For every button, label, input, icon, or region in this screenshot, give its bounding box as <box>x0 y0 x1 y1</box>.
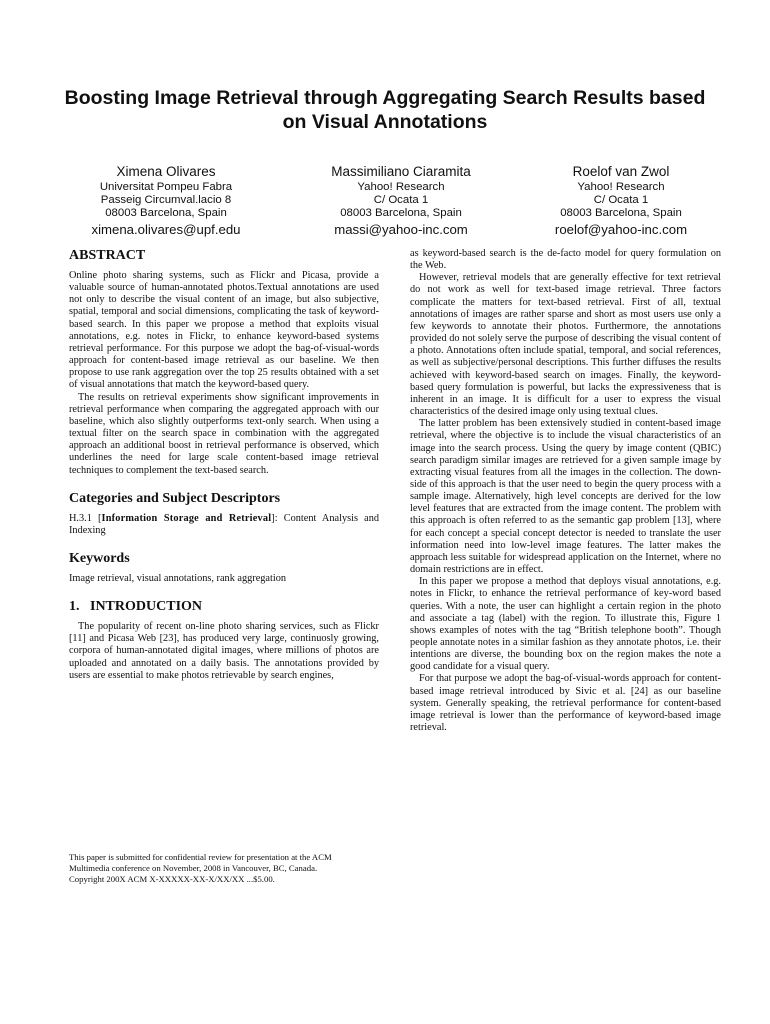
introduction-heading: 1. INTRODUCTION <box>69 599 203 615</box>
author-city: 08003 Barcelona, Spain <box>560 207 682 220</box>
author-block <box>66 164 706 238</box>
author-affiliation: Yahoo! Research <box>357 181 445 193</box>
right-column <box>410 248 721 734</box>
keywords-heading: Keywords <box>69 550 130 566</box>
abstract-heading: ABSTRACT <box>69 248 146 263</box>
copyright-footnote <box>69 852 389 885</box>
author-city: 08003 Barcelona, Spain <box>105 207 227 220</box>
footnote-line: Copyright 200X ACM X-XXXXX-XX-X/XX/XX ...$5.00. <box>69 874 275 884</box>
left-column <box>69 248 379 682</box>
footnote-line: This paper is submitted for confidential review for presentation at the ACM <box>69 852 332 862</box>
author-email: ximena.olivares@upf.edu <box>91 221 241 237</box>
categories-text <box>69 513 379 537</box>
body-paragraph: For that purpose we adopt the bag-of-visual-words approach for content-based image retrieval introduced by Sivic et al. [24] as our baseline system. Generally speaking, the retrieval performance for content-based image retrieval is lower than the performance of keyword-based image retrieval. <box>410 673 721 734</box>
author-affiliation: Yahoo! Research <box>577 181 665 193</box>
abstract-paragraph: The results on retrieval experiments show significant improvements in retrieval performance when comparing the aggregated approach with our baseline, which also slightly outperforms text-only search. When using a textual filter on the search space in combination with the aggregated approach an additional boost in retrieval performance is observed, which underlines the need for large scale content-based image retrieval techniques to complement the text-based search. <box>69 391 379 476</box>
author-1 <box>66 164 266 238</box>
author-email: roelof@yahoo-inc.com <box>554 221 688 237</box>
footnote-line: Multimedia conference on November, 2008 in Vancouver, BC, Canada. <box>69 863 318 873</box>
body-paragraph: In this paper we propose a method that deploys visual annotations, e.g. notes in Flickr, to enhance the retrieval performance of key-word based queries. With a note, the user can highlight a certain region in the photo and associate a tag (label) with the region. To illustrate this, Figure 1 shows examples of notes with the tag “British telephone booth”. Though people annotate notes in a similar fashion as they annotate photos, i.e. their intentions are diverse, the bounding box on the region makes the note a good candidate for a visual query. <box>410 576 721 673</box>
categories-heading: Categories and Subject Descriptors <box>69 490 281 506</box>
abstract-paragraph: Online photo sharing systems, such as Flickr and Picasa, provide a valuable source of human-annotated photos.Textual annotations are used not only to describe the visual content of an image, but also subjective, spatial, temporal and social dimensions, complicating the task of keyword-based search. In this paper we propose a method that exploits visual annotations, e.g. notes in Flickr, to enhance keyword-based systems retrieval performance. For this purpose we adopt the bag-of-visual-words approach for content-based image retrieval as our baseline. We then propose to use rank aggregation over the top 25 results obtained with a set of visual annotations that match the keyword-based query. <box>69 270 379 391</box>
category-name: Information Storage and Retrieval <box>101 512 272 524</box>
author-city: 08003 Barcelona, Spain <box>340 207 462 220</box>
author-address: C/ Ocata 1 <box>373 194 429 207</box>
author-email: massi@yahoo-inc.com <box>334 221 468 237</box>
author-affiliation: Universitat Pompeu Fabra <box>99 181 233 193</box>
author-name: Roelof van Zwol <box>572 164 670 179</box>
author-3 <box>536 164 706 238</box>
author-name: Massimiliano Ciaramita <box>331 164 471 179</box>
introduction-paragraph: The popularity of recent on-line photo sharing services, such as Flickr [11] and Picasa Web [23], has produced very large, continuosly growing, corpora of human-annotated digital images, where millions of photos are uploaded and annotated on a daily basis. The annotations provided by users are essential to make photos retrievable by search engines, <box>69 621 379 681</box>
author-address: Passeig Circumval.lacio 8 <box>100 194 232 207</box>
author-address: C/ Ocata 1 <box>593 194 649 207</box>
body-paragraph: The latter problem has been extensively studied in content-based image retrieval, where the objective is to include the visual characteristics of an image into the search process. Using the query by image content (QBIC) search paradigm similar images are retrieved for a given sample image by extracting visual features from all the images in the collection. The down-side of this approach is that the user need to begin the query process with a sample image. Alternatively, high level concepts are derived for the low level features that are extracted from the image content. The problem with this approach is often referred to as the semantic gap problem [13], where for each concept a special concept detector is needed to translate the user information need into low-level image features. The latter makes the approach less suitable for widespread application on the Internet, where no domain restrictions are in effect. <box>410 418 721 576</box>
body-paragraph: as keyword-based search is the de-facto model for query formulation on the Web. <box>410 248 721 272</box>
category-code: H.3.1 [ <box>69 512 102 524</box>
keywords-text: Image retrieval, visual annotations, rank aggregation <box>69 572 287 584</box>
category-rest: ]: Content Analysis and Indexing <box>69 512 379 536</box>
author-name: Ximena Olivares <box>116 164 216 179</box>
author-2 <box>306 164 496 238</box>
paper-title: Boosting Image Retrieval through Aggregating Search Results based on Visual Annotations <box>64 87 706 133</box>
body-paragraph: However, retrieval models that are generally effective for text retrieval do not work as well for text-based image retrieval. Three factors complicate the matters for text-based retrieval. First of all, textual annotations of images are rather sparse and short as most users use only a few keywords to annotate their photos. Furthermore, the annotations provided do not solely serve the purpose of describing the visual content of a photo. Annotations often include spatial, temporal, and social references, as well as subjective/personal descriptions. This further diffuses the results achieved with keyword-based search on images. Finally, the keyword-based query formulation is powerful, but lacks the expressiveness that is inherent in an image. It is difficult for a user to express the visual characteristics of the desired image only using textual clues. <box>410 272 721 418</box>
